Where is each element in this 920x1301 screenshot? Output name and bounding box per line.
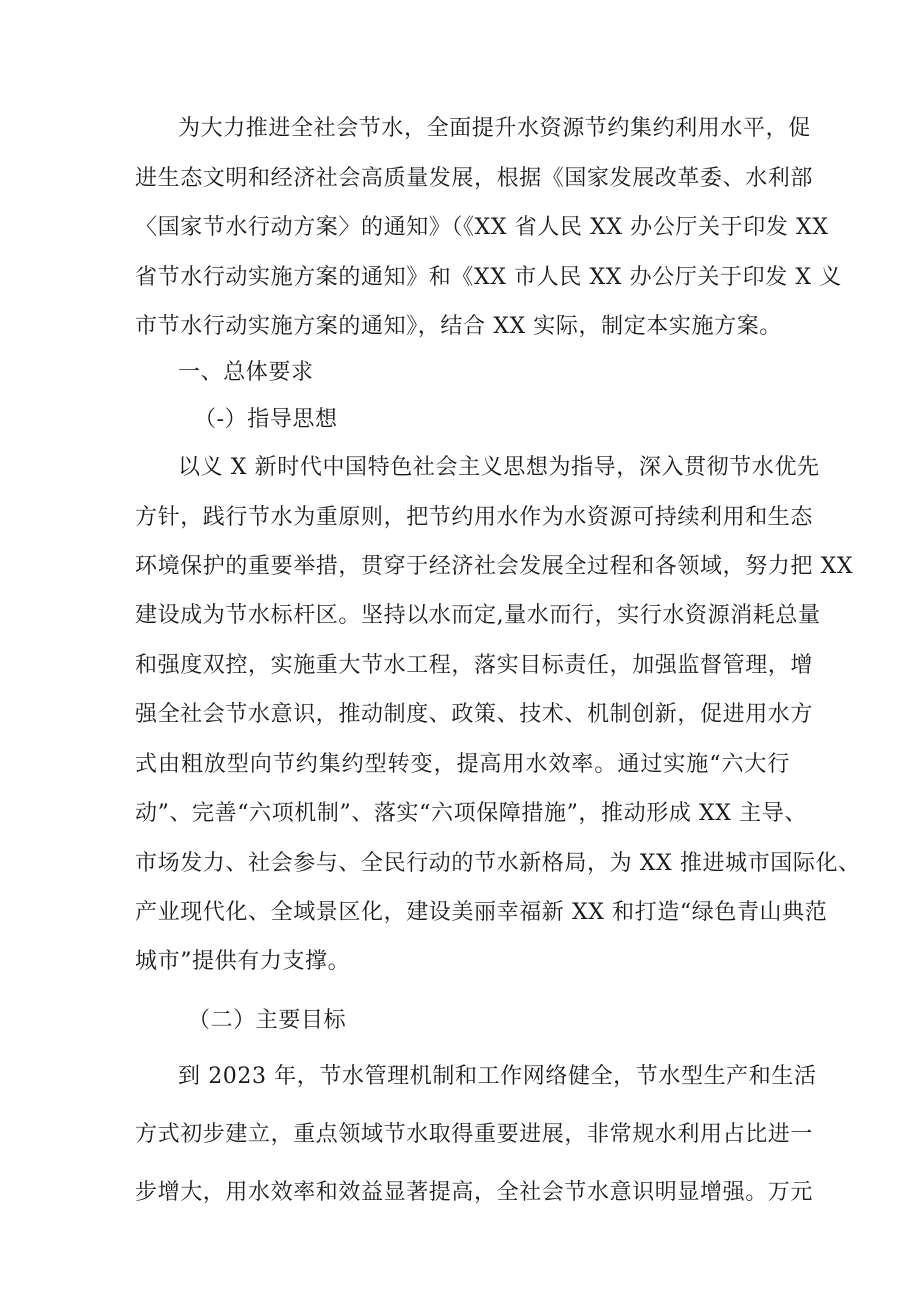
intro-line-3: 〈国家节水行动方案〉的通知》（《XX 省人民 XX 办公厅关于印发 XX	[135, 215, 829, 240]
guiding-line-2: 方针，践行节水为重原则，把节约用水作为水资源可持续利用和生态	[135, 505, 814, 530]
goals-line-3: 步增大，用水效率和效益显著提高，全社会节水意识明显增强。万元	[135, 1180, 814, 1205]
subsection-heading-main-goals: （二）主要目标	[188, 1008, 347, 1033]
guiding-line-7: 式由粗放型向节约集约型转变，提高用水效率。通过实施“六大行	[135, 752, 790, 777]
section-heading-overall-requirements: 一、总体要求	[178, 360, 314, 385]
guiding-line-4: 建设成为节水标杆区。坚持以水而定,量水而行，实行水资源消耗总量	[135, 603, 821, 628]
guiding-line-3: 环境保护的重要举措，贯穿于经济社会发展全过程和各领域，努力把 XX	[135, 554, 854, 579]
guiding-line-8: 动”、完善“六项机制”、落实“六项保障措施”，推动形成 XX 主导、	[135, 801, 807, 826]
intro-line-5: 市节水行动实施方案的通知》，结合 XX 实际，制定本实施方案。	[135, 314, 782, 339]
guiding-line-9: 市场发力、社会参与、全民行动的节水新格局，为 XX 推进城市国际化、	[135, 851, 861, 876]
intro-line-1: 为大力推进全社会节水，全面提升水资源节约集约利用水平，促	[178, 116, 811, 141]
intro-line-4: 省节水行动实施方案的通知》和《XX 市人民 XX 办公厅关于印发 X 义	[135, 265, 842, 290]
goals-line-2: 方式初步建立，重点领域节水取得重要进展，非常规水利用占比进一	[135, 1122, 814, 1147]
intro-line-2: 进生态文明和经济社会高质量发展，根据《国家发展改革委、水利部	[135, 166, 814, 191]
guiding-line-1: 以义 X 新时代中国特色社会主义思想为指导，深入贯彻节水优先	[178, 455, 820, 480]
guiding-line-6: 强全社会节水意识，推动制度、政策、技术、机制创新，促进用水方	[135, 702, 814, 727]
goals-line-1: 到 2023 年，节水管理机制和工作网络健全，节水型生产和生活	[178, 1064, 817, 1089]
guiding-line-11: 城市”提供有力支撑。	[135, 949, 351, 974]
guiding-line-5: 和强度双控，实施重大节水工程，落实目标责任，加强监督管理，增	[135, 653, 814, 678]
subsection-heading-guiding-thought: （-）指导思想	[194, 407, 338, 432]
guiding-line-10: 产业现代化、全域景区化，建设美丽幸福新 XX 和打造“绿色青山典范	[135, 900, 828, 925]
